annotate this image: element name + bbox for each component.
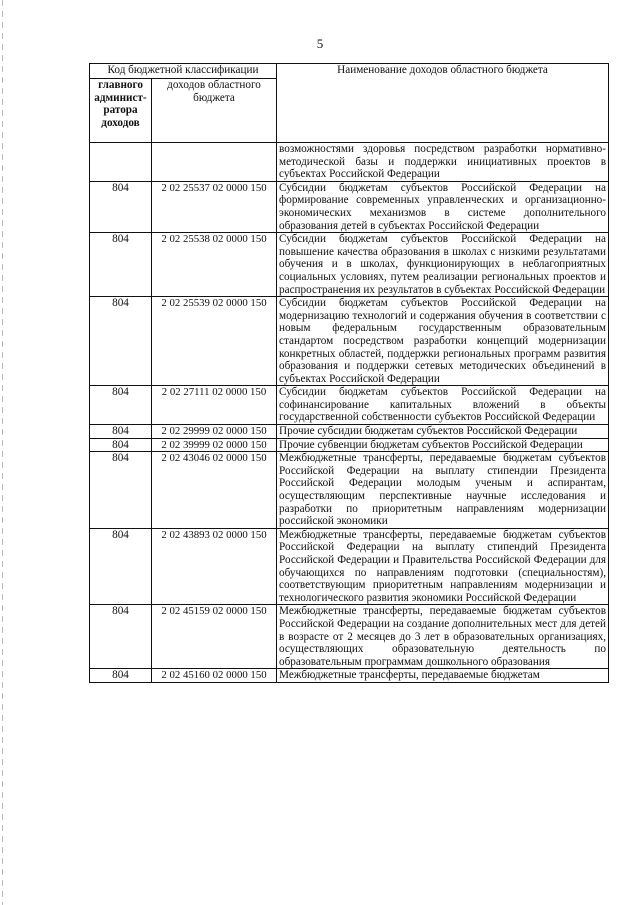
admin-code-cell: 804 bbox=[90, 181, 152, 232]
income-name-cell: возможностями здоровья посредством разработки нормативно-методической базы и поддержки инициативных проектов в субъектах Российской Федерации bbox=[277, 143, 609, 182]
table-row bbox=[90, 669, 609, 683]
header-code-column: доходов областного бюджета bbox=[152, 79, 277, 143]
admin-code-cell: 804 bbox=[90, 425, 152, 439]
income-name-cell: Субсидии бюджетам субъектов Российской Федерации на формирование современных управленческих и организационно-экономических механизмов в системе дополнительного образования детей в субъектах Российской Федерации bbox=[277, 181, 609, 232]
income-name-cell: Субсидии бюджетам субъектов Российской Федерации на модернизацию технологий и содержания обучения в соответствии с новым федеральным государственным образовательным стандартом посредством разработки концепций модернизации конкретных областей, поддержки региональных программ развития образования и поддержки сетевых методических объединений в субъектах Российской Федерации bbox=[277, 297, 609, 386]
admin-code-cell: 804 bbox=[90, 386, 152, 425]
header-group-title: Код бюджетной классификации bbox=[90, 64, 277, 79]
income-code-cell: 2 02 25539 02 0000 150 bbox=[152, 297, 277, 386]
income-name-cell: Субсидии бюджетам субъектов Российской Федерации на софинансирование капитальных вложений в объекты государственной собственности субъектов Российской Федерации bbox=[277, 386, 609, 425]
income-code-cell: 2 02 45160 02 0000 150 bbox=[152, 669, 277, 683]
table-row bbox=[90, 452, 609, 529]
table-row bbox=[90, 233, 609, 297]
table-row bbox=[90, 297, 609, 386]
income-code-cell: 2 02 45159 02 0000 150 bbox=[152, 605, 277, 669]
scan-edge-artifact bbox=[2, 0, 3, 905]
income-code-cell: 2 02 25538 02 0000 150 bbox=[152, 233, 277, 297]
income-code-cell: 2 02 43046 02 0000 150 bbox=[152, 452, 277, 529]
income-code-cell bbox=[152, 143, 277, 182]
admin-code-cell: 804 bbox=[90, 438, 152, 452]
income-name-cell: Субсидии бюджетам субъектов Российской Федерации на повышение качества образования в школах с низкими результатами обучения и в школах, функционирующих в неблагоприятных социальных условиях, путем реализации региональных проектов и распространения их результатов в субъектах Российской Федерации bbox=[277, 233, 609, 297]
income-code-cell: 2 02 25537 02 0000 150 bbox=[152, 181, 277, 232]
header-admin-column: главного админист-ратора доходов bbox=[90, 79, 152, 143]
income-code-cell: 2 02 29999 02 0000 150 bbox=[152, 425, 277, 439]
admin-code-cell: 804 bbox=[90, 233, 152, 297]
admin-code-cell: 804 bbox=[90, 605, 152, 669]
income-code-cell: 2 02 39999 02 0000 150 bbox=[152, 438, 277, 452]
table-row bbox=[90, 386, 609, 425]
table-row bbox=[90, 143, 609, 182]
income-code-cell: 2 02 43893 02 0000 150 bbox=[152, 528, 277, 605]
table-row bbox=[90, 528, 609, 605]
admin-code-cell: 804 bbox=[90, 297, 152, 386]
income-name-cell: Межбюджетные трансферты, передаваемые бюджетам субъектов Российской Федерации на создание дополнительных мест для детей в возрасте от 2 месяцев до 3 лет в образовательных организациях, осуществляющих образовательную деятельность по образовательным программам дошкольного образования bbox=[277, 605, 609, 669]
income-name-cell: Межбюджетные трансферты, передаваемые бюджетам субъектов Российской Федерации на выплату стипендии Президента Российской Федерации молодым ученым и аспирантам, осуществляющим перспективные научные исследования и разработки по приоритетным направлениям модернизации российской экономики bbox=[277, 452, 609, 529]
income-name-cell: Прочие субсидии бюджетам субъектов Российской Федерации bbox=[277, 425, 609, 439]
table-row bbox=[90, 605, 609, 669]
table-row bbox=[90, 425, 609, 439]
table-row bbox=[90, 181, 609, 232]
budget-classification-table bbox=[89, 63, 609, 683]
income-name-cell: Межбюджетные трансферты, передаваемые бюджетам субъектов Российской Федерации на выплату стипендий Президента Российской Федерации и Правительства Российской Федерации для обучающихся по направлениям подготовки (специальностям), соответствующим приоритетным направлениям модернизации и технологического развития экономики Российской Федерации bbox=[277, 528, 609, 605]
table-row bbox=[90, 438, 609, 452]
admin-code-cell: 804 bbox=[90, 669, 152, 683]
page-number: 5 bbox=[316, 36, 324, 51]
admin-code-cell: 804 bbox=[90, 452, 152, 529]
income-name-cell: Межбюджетные трансферты, передаваемые бюджетам bbox=[277, 669, 609, 683]
income-name-cell: Прочие субвенции бюджетам субъектов Российской Федерации bbox=[277, 438, 609, 452]
admin-code-cell: 804 bbox=[90, 528, 152, 605]
admin-code-cell bbox=[90, 143, 152, 182]
income-code-cell: 2 02 27111 02 0000 150 bbox=[152, 386, 277, 425]
header-name-column: Наименование доходов областного бюджета bbox=[277, 64, 609, 143]
